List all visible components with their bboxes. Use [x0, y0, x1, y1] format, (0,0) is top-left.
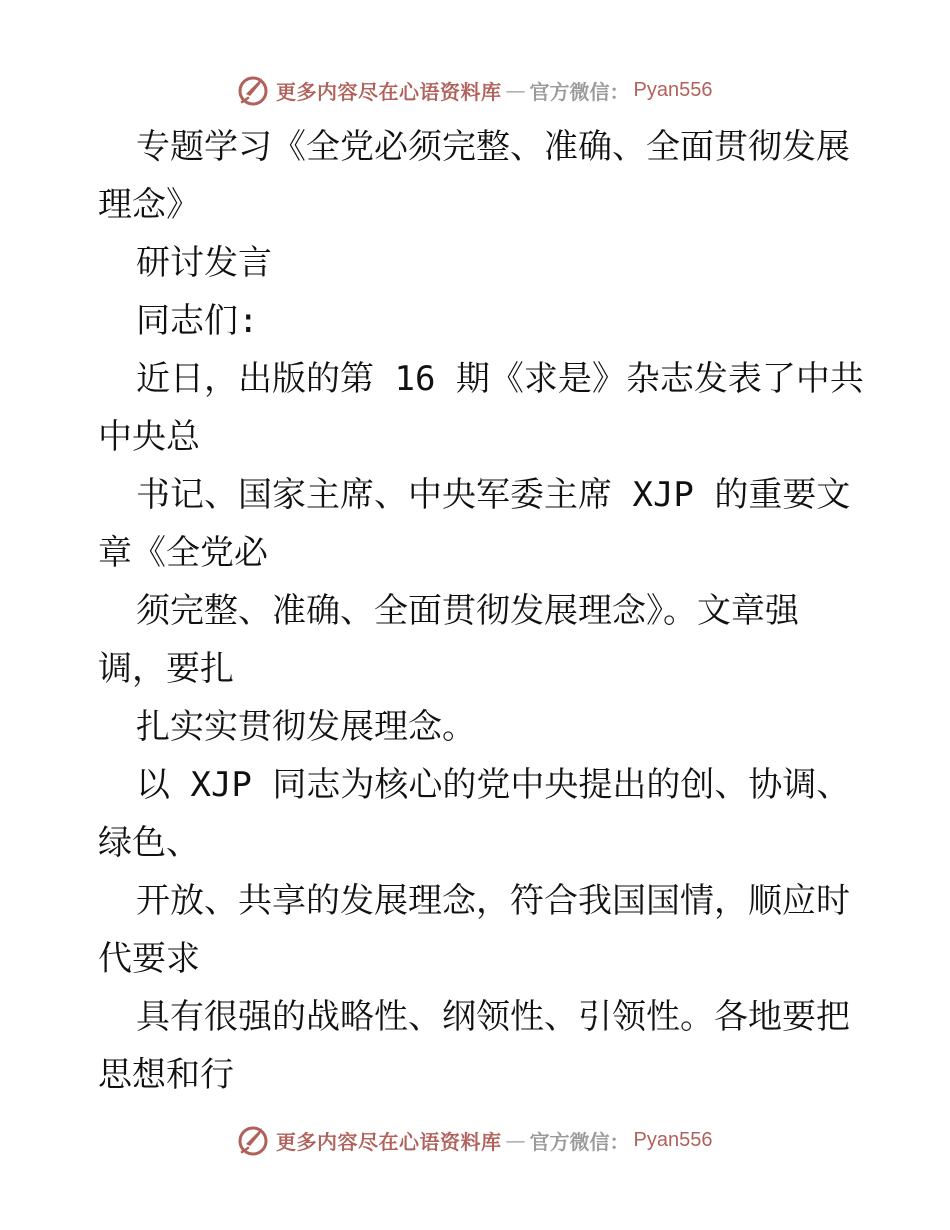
watermark-separator: —	[505, 1128, 526, 1152]
watermark-main-text: 更多内容尽在心语资料库	[276, 1129, 502, 1154]
footer-watermark	[236, 1122, 712, 1158]
text-line: 调，要扎	[98, 649, 234, 689]
text-line: 思想和行	[98, 1055, 234, 1095]
watermark-main-text: 更多内容尽在心语资料库	[276, 79, 502, 104]
text-line: 近日，出版的第 16 期《求是》杂志发表了中共	[136, 359, 864, 399]
watermark-wechat-label: 官方微信：	[529, 79, 630, 104]
text-line: 章《全党必	[98, 533, 268, 573]
text-line: 以 XJP 同志为核心的党中央提出的创、协调、	[136, 765, 851, 805]
text-line: 开放、共享的发展理念，符合我国国情，顺应时	[136, 881, 850, 921]
text-line: 绿色、	[98, 823, 200, 863]
text-line: 扎实实贯彻发展理念。	[136, 707, 476, 747]
watermark-wechat-id: Pyan556	[633, 1128, 713, 1151]
text-line: 须完整、准确、全面贯彻发展理念》。文章强	[136, 591, 799, 631]
text-line: 理念》	[98, 185, 200, 225]
text-line: 专题学习《全党必须完整、准确、全面贯彻发展	[136, 127, 850, 167]
quill-logo-icon	[236, 72, 272, 108]
document-body	[98, 118, 868, 1104]
text-line: 同志们:	[136, 301, 259, 341]
text-line: 书记、国家主席、中央军委主席 XJP 的重要文	[136, 475, 851, 515]
header-watermark	[236, 72, 712, 108]
text-line: 研讨发言	[136, 243, 272, 283]
watermark-wechat-label: 官方微信：	[529, 1129, 630, 1154]
text-line: 代要求	[98, 939, 200, 979]
text-line: 具有很强的战略性、纲领性、引领性。各地要把	[136, 997, 850, 1037]
text-line: 中央总	[98, 417, 200, 457]
watermark-wechat-id: Pyan556	[633, 78, 713, 101]
watermark-separator: —	[505, 78, 526, 102]
quill-logo-icon	[236, 1122, 272, 1158]
